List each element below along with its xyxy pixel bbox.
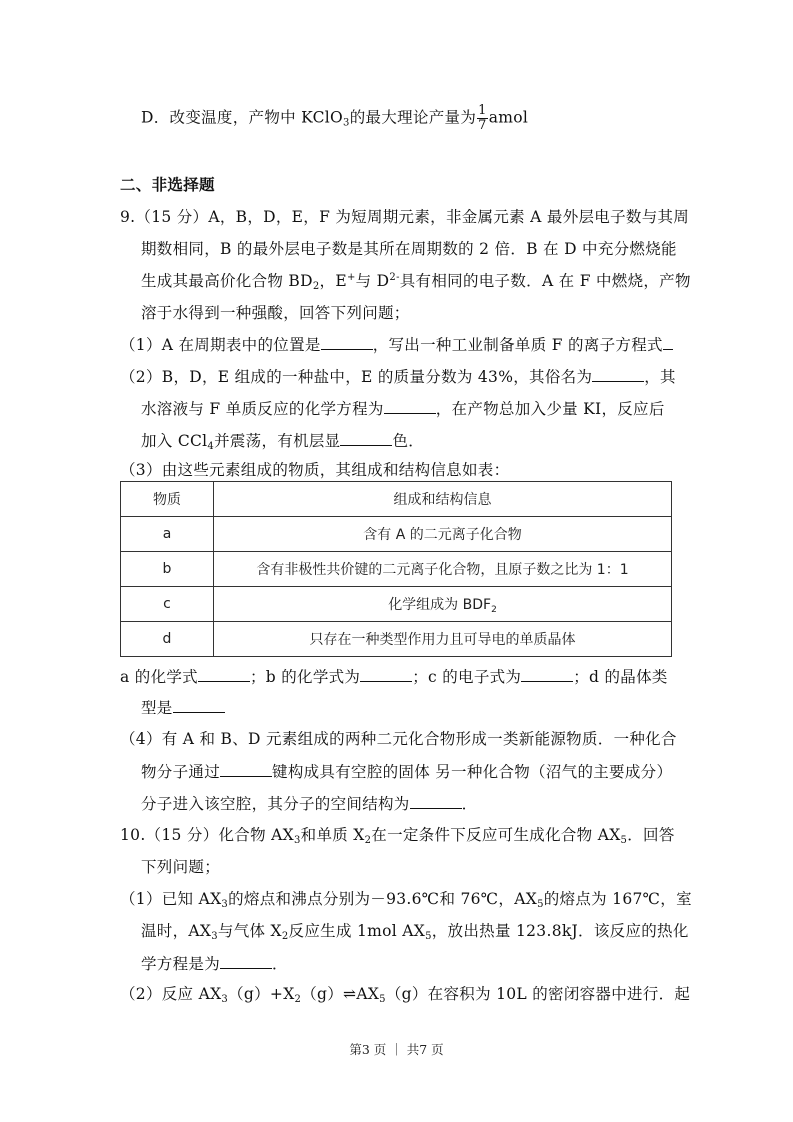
- table-cell-substance: c: [121, 587, 214, 622]
- answer-blank[interactable]: [592, 366, 644, 382]
- text: 在一定条件下反应可生成化合物 AX: [371, 826, 621, 844]
- table-row: [121, 552, 672, 587]
- text: 加入 CCl: [141, 432, 208, 450]
- subscript: 3: [343, 117, 350, 129]
- q10-line-2: 下列问题；: [141, 858, 221, 876]
- table-cell-substance: a: [121, 517, 214, 552]
- subscript: 3: [221, 994, 229, 1005]
- text: 的熔点为 167℃，室: [543, 890, 692, 908]
- q9-line-4: 溶于水得到一种强酸，回答下列问题；: [141, 304, 410, 322]
- fraction: [477, 104, 488, 133]
- text: 分子进入该空腔，其分子的空间结构为: [141, 795, 410, 813]
- text: 反应生成 1mol AX: [288, 922, 426, 940]
- q9-part-3: （3）由这些元素组成的物质，其组成和结构信息如表：: [120, 461, 510, 479]
- q10-part-1-line-1: [120, 889, 692, 909]
- answer-blank[interactable]: [220, 761, 272, 777]
- text: （1）A 在周期表中的位置是: [120, 336, 321, 354]
- subscript: 5: [379, 994, 386, 1005]
- q10-line-1: [120, 825, 675, 845]
- q9-part-3-questions-line-1: [120, 666, 668, 687]
- text: （g）+X: [228, 985, 295, 1003]
- text: 与 D: [355, 272, 390, 290]
- text: 具有相同的电子数．A 在 F 中燃烧，产物: [399, 272, 691, 290]
- text: （2）B，D，E 组成的一种盐中，E 的质量分数为 43%，其俗名为: [120, 368, 593, 386]
- table-header: 物质: [121, 482, 214, 517]
- text: 物分子通过: [141, 763, 221, 781]
- text: 化学组成为 BDF: [388, 597, 492, 613]
- text: （g）在容积为 10L 的密闭容器中进行．起: [385, 985, 691, 1003]
- text: ；d 的晶体类: [573, 668, 668, 686]
- subscript: 2: [364, 835, 372, 846]
- fraction-numerator: 1: [478, 103, 487, 118]
- q9-line-1: 9.（15 分）A，B，D，E，F 为短周期元素，非金属元素 A 最外层电子数与其周: [120, 208, 690, 226]
- text: ，其: [644, 368, 676, 386]
- text: ，写出一种工业制备单质 F 的离子方程式: [372, 336, 663, 354]
- table-cell-substance: b: [121, 552, 214, 587]
- q9-line-3: [141, 271, 691, 291]
- text: 学方程是为: [141, 955, 221, 973]
- text: ；c 的电子式为: [412, 668, 522, 686]
- answer-blank[interactable]: [521, 666, 573, 682]
- subscript: 3: [221, 899, 229, 910]
- subscript: 3: [293, 835, 301, 846]
- q9-part-4-line-1: （4）有 A 和 B、D 元素组成的两种二元化合物形成一类新能源物质．一种化合: [120, 730, 677, 748]
- q9-part-2-line-3: [141, 430, 424, 451]
- text: 的熔点和沸点分别为－93.6℃和 76℃，AX: [228, 890, 538, 908]
- table-header: 组成和结构信息: [214, 482, 672, 517]
- text: ．回答: [627, 826, 675, 844]
- text: 和单质 X: [300, 826, 365, 844]
- answer-blank[interactable]: [198, 666, 250, 682]
- q9-part-3-questions-line-2: [141, 697, 225, 718]
- superscript: 2-: [389, 272, 400, 283]
- subscript: 2: [281, 931, 289, 942]
- answer-blank[interactable]: [173, 697, 225, 713]
- subscript: 5: [537, 899, 544, 910]
- subscript: 3: [211, 931, 218, 942]
- text: 型是: [141, 699, 173, 717]
- answer-blank[interactable]: [340, 430, 392, 446]
- answer-blank[interactable]: [663, 334, 673, 350]
- answer-blank[interactable]: [220, 953, 272, 969]
- text: （1）已知 AX: [120, 890, 222, 908]
- fraction-denominator: 7: [478, 118, 487, 133]
- text: ，E: [319, 272, 347, 290]
- table-cell-info: 只存在一种类型作用力且可导电的单质晶体: [214, 622, 672, 657]
- answer-blank[interactable]: [410, 793, 462, 809]
- text: ，在产物总加入少量 KI，反应后: [435, 400, 665, 418]
- subscript: 5: [425, 931, 432, 942]
- text: ．: [461, 795, 478, 813]
- text: a 的化学式: [120, 668, 198, 686]
- q9-line-2: 期数相同，B 的最外层电子数是其所在周期数的 2 倍．B 在 D 中充分燃烧能: [141, 240, 677, 258]
- text: 与气体 X: [217, 922, 282, 940]
- q10-part-2-line-1: [120, 984, 690, 1004]
- q9-part-1: [120, 334, 673, 355]
- answer-blank[interactable]: [360, 666, 412, 682]
- q9-part-2-line-1: [120, 366, 676, 387]
- table-row: [121, 517, 672, 552]
- table-row: [121, 622, 672, 657]
- subscript: 2: [294, 994, 302, 1005]
- section-title: 二、非选择题: [120, 176, 215, 194]
- option-d-text: D．改变温度，产物中 KClO: [141, 108, 344, 127]
- q9-part-2-line-2: [141, 398, 665, 419]
- subscript: 4: [207, 441, 215, 452]
- option-d: [141, 104, 528, 133]
- table-cell-info: 含有 A 的二元离子化合物: [214, 517, 672, 552]
- subscript: 5: [620, 835, 628, 846]
- table-cell-substance: d: [121, 622, 214, 657]
- table-row: [121, 587, 672, 622]
- option-d-unit: amol: [488, 108, 529, 127]
- table-cell-info: 含有非极性共价键的二元离子化合物，且原子数之比为 1：1: [214, 552, 672, 587]
- text: 温时，AX: [141, 922, 212, 940]
- table-header-row: [121, 482, 672, 517]
- subscript: 2: [491, 605, 497, 615]
- text: ；b 的化学式为: [249, 668, 361, 686]
- text: 并震荡，有机层显: [214, 432, 341, 450]
- q10-part-1-line-2: [141, 921, 689, 941]
- substance-info-table: [120, 481, 672, 657]
- text: 生成其最高价化合物 BD: [141, 272, 313, 290]
- text: （g）⇌AX: [301, 985, 380, 1003]
- text: 水溶液与 F 单质反应的化学方程为: [141, 400, 384, 418]
- subscript: 2: [312, 281, 320, 292]
- answer-blank[interactable]: [384, 398, 436, 414]
- superscript: +: [346, 272, 356, 283]
- option-d-text: 的最大理论产量为: [349, 108, 477, 127]
- text: （2）反应 AX: [120, 985, 222, 1003]
- q10-part-1-line-3: [141, 953, 288, 974]
- text: 键构成具有空腔的固体 另一种化合物（沼气的主要成分）: [272, 763, 673, 781]
- text: 色．: [392, 432, 425, 450]
- text: 10.（15 分）化合物 AX: [120, 826, 294, 844]
- table-cell-info: [214, 587, 672, 622]
- answer-blank[interactable]: [321, 334, 373, 350]
- text: ，放出热量 123.8kJ．该反应的热化: [431, 922, 689, 940]
- q9-part-4-line-2: [141, 761, 672, 782]
- q9-part-4-line-3: [141, 793, 477, 814]
- text: ．: [272, 955, 288, 973]
- page-footer: 第3 页 ｜ 共7 页: [349, 1042, 444, 1057]
